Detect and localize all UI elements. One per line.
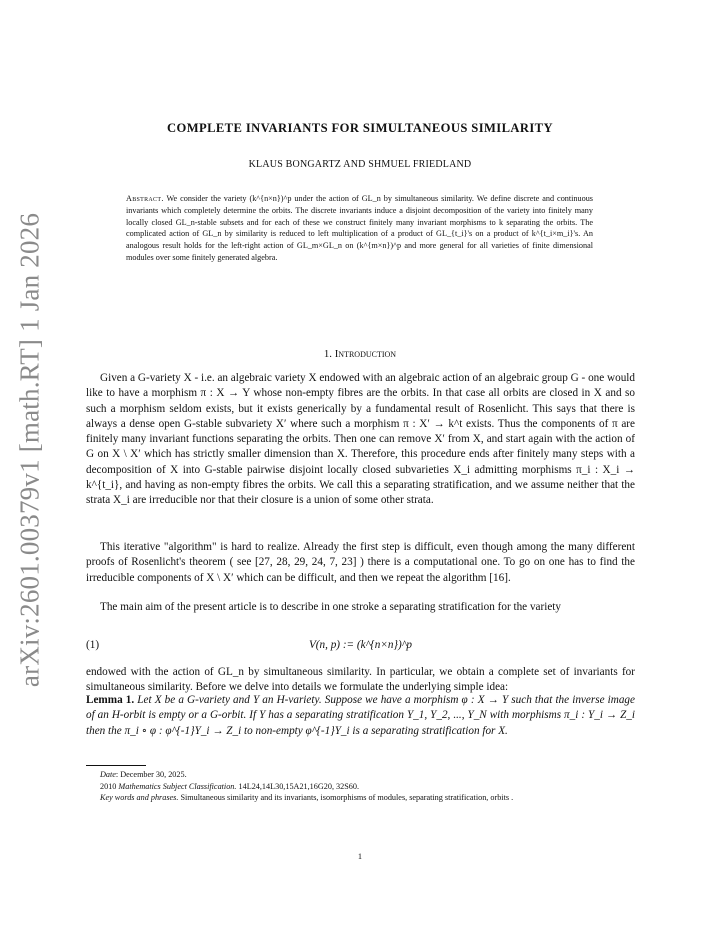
msc-label: Mathematics Subject Classification. bbox=[118, 781, 237, 791]
lemma-text: Let X be a G-variety and Y an H-variety. Suppose we have a morphism φ : X → Y such that the inverse image of an H-orbit is empty or a G-orbit. If Y has a separating stratification Y_1, Y_2, ..., Y_N with morphisms π_i : Y_i → Z_i then the π_i ∘ φ : φ^{-1}Y_i → Z_i to non-empty φ^{-1}Y_i is a separating stratification for X. bbox=[86, 694, 635, 737]
footnotes bbox=[86, 769, 635, 804]
msc-prefix: 2010 bbox=[100, 781, 117, 791]
footnote-msc bbox=[86, 781, 635, 793]
paragraph-2 bbox=[86, 540, 635, 586]
paragraph-4 bbox=[86, 665, 635, 696]
arxiv-stamp-text: arXiv:2601.00379v1 [math.RT] 1 Jan 2026 bbox=[14, 212, 45, 688]
paragraph-3-text: The main aim of the present article is to describe in one stroke a separating stratification for the variety bbox=[100, 601, 562, 613]
msc-value: 14L24,14L30,15A21,16G20, 32S60. bbox=[238, 781, 360, 791]
abstract-text: We consider the variety (k^{n×n})^p under the action of GL_n by simultaneous similarity. We define discrete and continuous invariants which completely determine the orbits. The discrete invariants induce a disjoint decomposition of the variety into finitely many locally closed GL_n-stable subsets and for each of these we construct finitely many invariant morphisms to k separating the orbits. The complicated action of GL_n by similarity is reduced to left multiplication of a product of GL_{t_i}'s on a product of k^{t_i×m_i}'s. An analogous result holds for the left-right action of GL_m×GL_n on (k^{m×n})^p and more general for all varieties of finite dimensional modules over some finitely generated algebra. bbox=[126, 194, 593, 262]
lemma-1 bbox=[86, 693, 635, 739]
page-number: 1 bbox=[357, 852, 363, 861]
arxiv-stamp bbox=[6, 212, 54, 688]
lemma-label: Lemma 1. bbox=[86, 694, 135, 706]
paper-title: COMPLETE INVARIANTS FOR SIMULTANEOUS SIMILARITY bbox=[167, 121, 553, 135]
abstract-label: Abstract. bbox=[126, 194, 164, 203]
section-heading: 1. Introduction bbox=[323, 348, 397, 360]
footnote-date: Date: December 30, 2025. bbox=[100, 770, 187, 779]
keywords-label: Key words and phrases. bbox=[100, 793, 179, 802]
footnote-keywords bbox=[86, 792, 635, 804]
paragraph-1-text: Given a G-variety X - i.e. an algebraic variety X endowed with an algebraic action of an algebraic group G - one would like to have a morphism π : X → Y whose non-empty fibres are the orbits. In that case all orbits are closed in X and so such a morphism seldom exists, but it exists generically by a fundamental result of Rosenlicht. This says that there is always a dense open G-stable subvariety X′ where such a morphism π : X′ → k^t exists. Thus the components of π are finitely many invariant functions separating the orbits. Then one can remove X′ from X, and start again with the action of G on X \ X′ which has strictly smaller dimension than X. Therefore, this procedure ends after finitely many steps with a decomposition of X into G-stable pairwise disjoint locally closed subvarieties X_i admitting morphisms π_i : X_i → k^{t_i}, and having as non-empty fibres the orbits. We call this a separating stratification, and we assume neither that the strata X_i are irreducible nor that their closure is a union of some other strata. bbox=[86, 372, 635, 507]
paragraph-4-text: endowed with the action of GL_n by simultaneous similarity. In particular, we obtain a complete set of invariants for simultaneous similarity. Before we delve into details we formulate the underlying simple idea: bbox=[86, 666, 635, 694]
equation-expression: V(n, p) := (k^{n×n})^p bbox=[308, 639, 413, 651]
paragraph-3 bbox=[86, 600, 635, 615]
footnote-rule bbox=[86, 765, 146, 766]
equation-number: (1) bbox=[86, 639, 100, 651]
abstract bbox=[126, 193, 593, 264]
paragraph-1 bbox=[86, 371, 635, 509]
date-value: December 30, 2025. bbox=[120, 770, 187, 779]
keywords-value: Simultaneous similarity and its invariants, isomorphisms of modules, separating stratification, orbits . bbox=[180, 793, 514, 802]
date-label: Date bbox=[100, 770, 116, 779]
paragraph-2-text: This iterative "algorithm" is hard to realize. Already the first step is difficult, even though among the many different proofs of Rosenlicht's theorem ( see [27, 28, 29, 24, 7, 23] ) there is a computational one. To go on one has to find the irreducible components of X \ X′ which can be difficult, and then we repeat the algorithm [16]. bbox=[86, 541, 635, 584]
paper-authors: KLAUS BONGARTZ AND SHMUEL FRIEDLAND bbox=[248, 159, 472, 170]
